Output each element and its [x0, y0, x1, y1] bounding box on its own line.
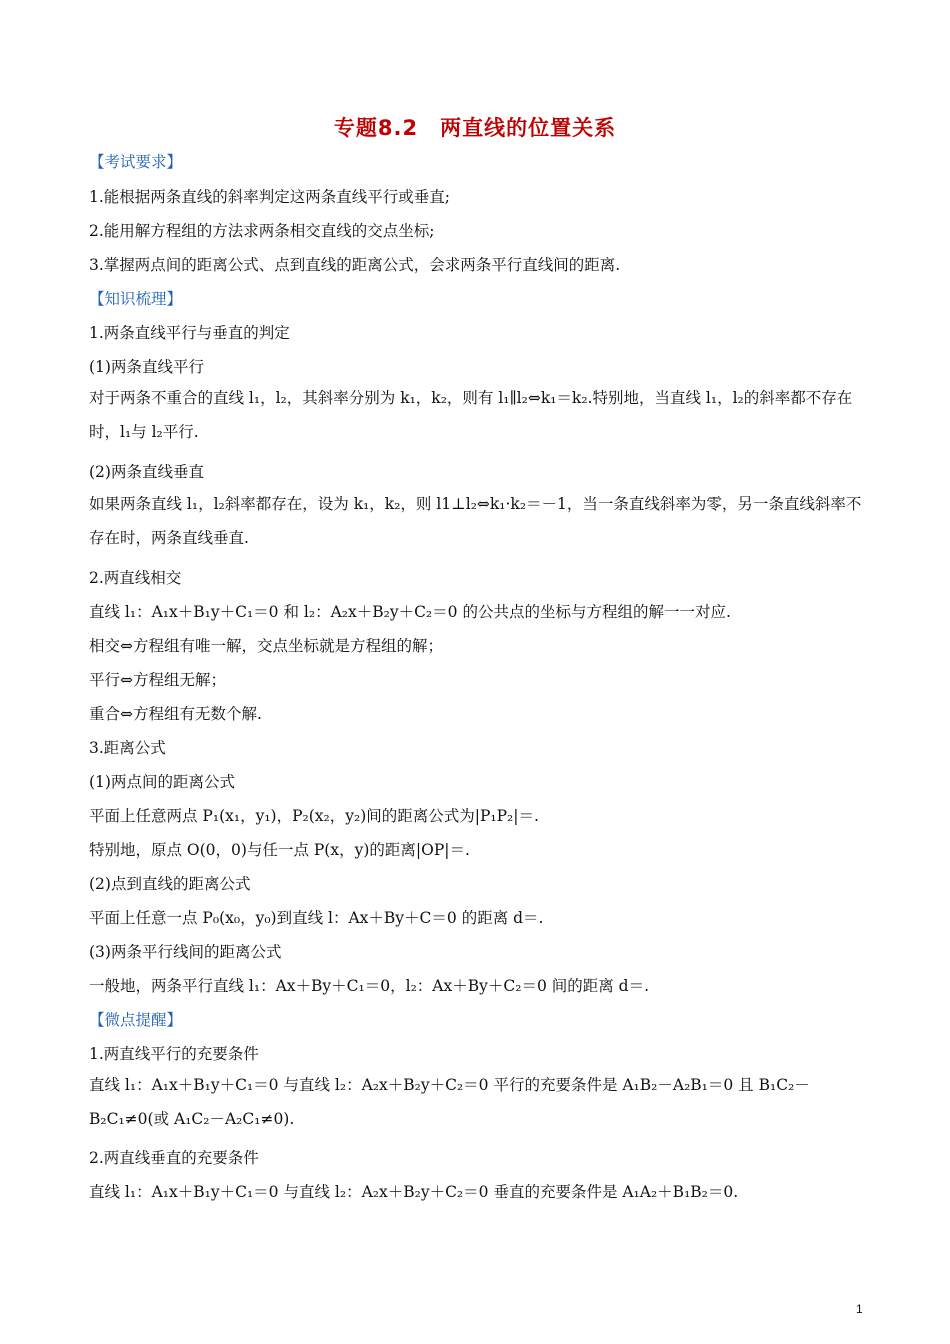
tips-heading-2: 2.两直线垂直的充要条件	[89, 1149, 259, 1167]
page-number: 1	[856, 1302, 863, 1316]
section-knowledge: 【知识梳理】	[89, 290, 183, 308]
knowledge-line-intersect: 相交⇔方程组有唯一解，交点坐标就是方程组的解；	[89, 637, 443, 655]
exam-item-2: 2.能用解方程组的方法求两条相交直线的交点坐标;	[89, 222, 435, 240]
knowledge-paragraph-parallel-lines: 一般地，两条平行直线 l₁：Ax＋By＋C₁＝0，l₂：Ax＋By＋C₂＝0 间的距离 d＝.	[89, 977, 650, 995]
knowledge-subheading-two-points: (1)两点间的距离公式	[89, 773, 235, 791]
section-exam-requirements: 【考试要求】	[89, 153, 183, 171]
knowledge-paragraph-intersect: 直线 l₁：A₁x＋B₁y＋C₁＝0 和 l₂：A₂x＋B₂y＋C₂＝0 的公共点的坐标与方程组的解一一对应.	[89, 603, 731, 621]
knowledge-paragraph-parallel: 对于两条不重合的直线 l₁，l₂，其斜率分别为 k₁，k₂，则有 l₁∥l₂⇔k₁＝k₂.特别地，当直线 l₁，l₂的斜率都不存在时，l₁与 l₂平行.	[89, 389, 853, 441]
tips-heading-1: 1.两直线平行的充要条件	[89, 1045, 259, 1063]
knowledge-line-parallel: 平行⇔方程组无解；	[89, 671, 226, 689]
exam-item-3: 3.掌握两点间的距离公式、点到直线的距离公式，会求两条平行直线间的距离.	[89, 256, 621, 274]
knowledge-paragraph-perpendicular: 如果两条直线 l₁，l₂斜率都存在，设为 k₁，k₂，则 l1⊥l₂⇔k₁·k₂＝－1，当一条直线斜率为零，另一条直线斜率不存在时，两条直线垂直.	[89, 495, 862, 547]
knowledge-paragraph-origin: 特别地，原点 O(0，0)与任一点 P(x，y)的距离|OP|＝.	[89, 841, 470, 859]
knowledge-heading-2: 2.两直线相交	[89, 569, 182, 587]
section-tips: 【微点提醒】	[89, 1011, 183, 1029]
knowledge-subheading-perpendicular: (2)两条直线垂直	[89, 463, 204, 481]
tips-paragraph-parallel: 直线 l₁：A₁x＋B₁y＋C₁＝0 与直线 l₂：A₂x＋B₂y＋C₂＝0 平行的充要条件是 A₁B₂－A₂B₁＝0 且 B₁C₂－B₂C₁≠0(或 A₁C₂－A₂C₁≠0).	[89, 1076, 810, 1128]
page-title: 专题8.2 两直线的位置关系	[333, 116, 617, 140]
knowledge-paragraph-point-line: 平面上任意一点 P₀(x₀，y₀)到直线 l：Ax＋By＋C＝0 的距离 d＝.	[89, 909, 544, 927]
knowledge-paragraph-two-points: 平面上任意两点 P₁(x₁，y₁)，P₂(x₂，y₂)间的距离公式为|P₁P₂|＝.	[89, 807, 539, 825]
knowledge-subheading-parallel: (1)两条直线平行	[89, 358, 204, 376]
knowledge-subheading-parallel-lines: (3)两条平行线间的距离公式	[89, 943, 282, 961]
knowledge-subheading-point-line: (2)点到直线的距离公式	[89, 875, 251, 893]
knowledge-line-coincide: 重合⇔方程组有无数个解.	[89, 705, 262, 723]
knowledge-heading-1: 1.两条直线平行与垂直的判定	[89, 324, 290, 342]
knowledge-heading-3: 3.距离公式	[89, 739, 166, 757]
exam-item-1: 1.能根据两条直线的斜率判定这两条直线平行或垂直;	[89, 188, 451, 206]
tips-paragraph-perpendicular: 直线 l₁：A₁x＋B₁y＋C₁＝0 与直线 l₂：A₂x＋B₂y＋C₂＝0 垂直的充要条件是 A₁A₂＋B₁B₂＝0.	[89, 1183, 739, 1201]
